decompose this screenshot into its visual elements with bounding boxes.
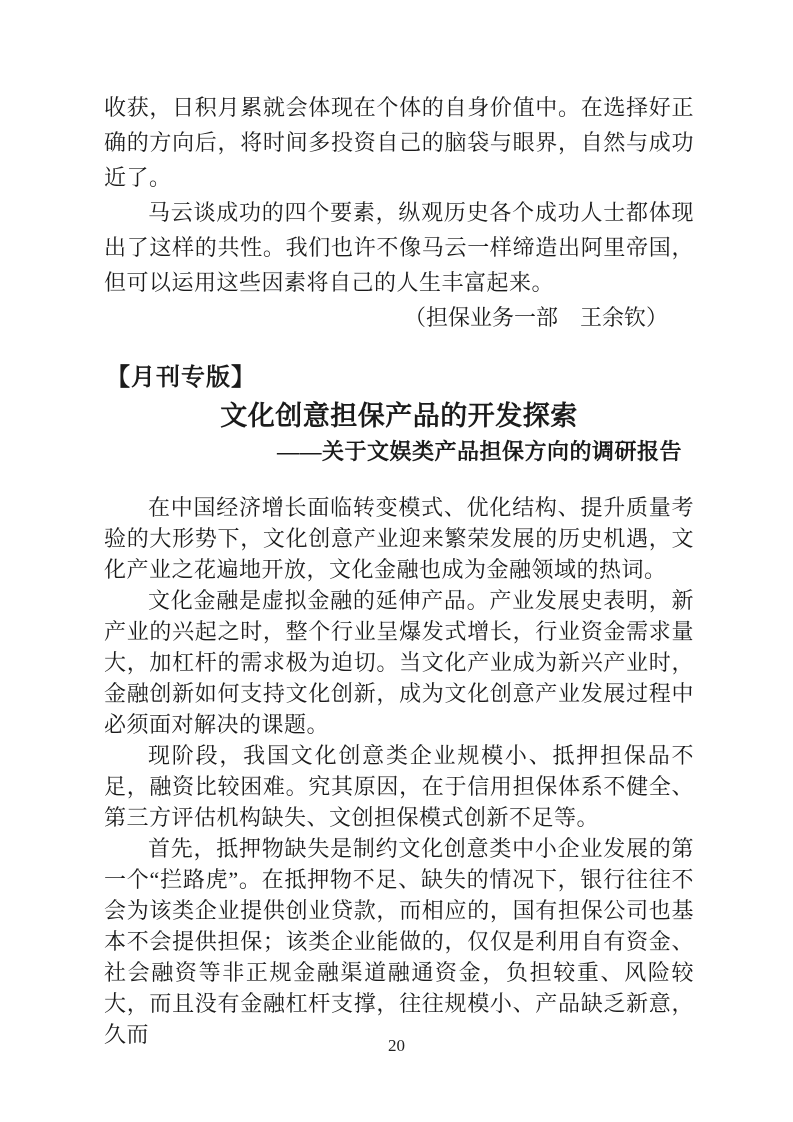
feature-paragraph: 在中国经济增长面临转变模式、优化结构、提升质量考验的大形势下，文化创意产业迎来繁荣发展的历史机遇，文化产业之花遍地开放，文化金融也成为金融领域的热词。: [104, 495, 694, 582]
page-content: [104, 90, 694, 1050]
section-label: 【月刊专版】: [106, 365, 256, 391]
feature-paragraph: 首先，抵押物缺失是制约文化创意类中小企业发展的第一个“拦路虎”。在抵押物不足、缺失的情况下，银行往往不会为该类企业提供创业贷款，而相应的，国有担保公司也基本不会提供担保；该类企业能做的，仅仅是利用自有资金、社会融资等非正规金融渠道融通资金，负担较重、风险较大，而且没有金融杠杆支撑，往往规模小、产品缺乏新意，久而: [104, 836, 694, 1047]
feature-article-body: [104, 492, 694, 1050]
feature-paragraph: 文化金融是虚拟金融的延伸产品。产业发展史表明，新产业的兴起之时，整个行业呈爆发式增长，行业资金需求量大，加杠杆的需求极为迫切。当文化产业成为新兴产业时，金融创新如何支持文化创新，成为文化创意产业发展过程中必须面对解决的课题。: [104, 588, 694, 737]
article-subtitle: ——关于文娱类产品担保方向的调研报告: [276, 439, 682, 464]
article-byline: （担保业务一部 王余钦）: [403, 305, 668, 330]
continuation-paragraph: 收获，日积月累就会体现在个体的自身价值中。在选择好正确的方向后，将时间多投资自己的脑袋与眼界，自然与成功近了。: [104, 95, 694, 190]
page-number: 20: [388, 1036, 405, 1055]
article-title: 文化创意担保产品的开发探索: [220, 401, 578, 431]
closing-paragraph: 马云谈成功的四个要素，纵观历史各个成功人士都体现出了这样的共性。我们也许不像马云一样缔造出阿里帝国，但可以运用这些因素将自己的人生丰富起来。: [104, 200, 694, 295]
feature-paragraph: 现阶段，我国文化创意类企业规模小、抵押担保品不足，融资比较困难。究其原因，在于信用担保体系不健全、第三方评估机构缺失、文创担保模式创新不足等。: [104, 743, 694, 830]
